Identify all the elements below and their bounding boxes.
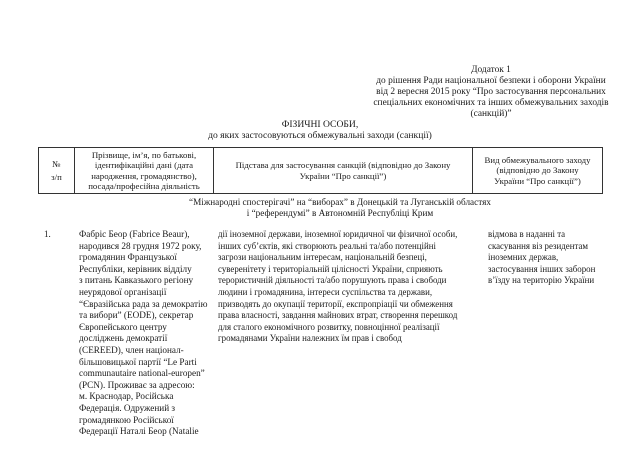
person-line: (CEREED), член націонал- [79,344,184,355]
header-basis [214,148,473,194]
basis-line: інших суб’єктів, які створюють реальні та/або потенційні [218,240,436,251]
basis-line: людини і громадянина, інтереси суспільства та держави, [218,286,433,297]
header-text: України “Про санкції”) [494,175,581,186]
person-line: Федерації Наталі Беор (Natalie [79,426,199,437]
basis-line: терористичній діяльності та/або порушують права і свободи [218,275,447,286]
annex-line: від 2 вересня 2015 року “Про застосування персональних [376,87,606,97]
entry-basis [218,229,488,345]
basis-line: дії іноземної держави, іноземної юридичної чи фізичної особи, [218,229,458,239]
person-line: громадянин Французької [79,252,177,263]
document-title [150,119,490,141]
title-subheading: до яких застосовуються обмежувальні заходи (санкції) [208,130,432,141]
basis-line: призводять до окупації території, експропріації чи обмеження [218,298,453,309]
header-text: посада/професійна діяльність [88,180,200,191]
person-line: громадянкою Російської [79,414,174,425]
header-text: Прізвище, ім’я, по батькові, [91,149,197,160]
header-text: (відповідно до Закону [496,165,579,176]
header-text: Підстава для застосування санкцій (відповідно до Закону [235,160,451,171]
measure-line: скасування віз резидентам [488,240,588,251]
person-line: досліджень демократії [79,333,168,344]
measure-line: відмова в наданні та [488,229,566,239]
person-line: Республіки, керівник відділу [79,263,192,274]
entry-measure [488,229,638,287]
person-line: та вибори” (EODE), секретар [79,310,194,321]
header-text: Вид обмежувального заходу [484,154,591,165]
section-heading [150,197,530,219]
header-text: ідентифікаційні дані (дата [94,160,194,171]
annex-line: спеціальних економічних та інших обмежувальних заходів [373,98,609,108]
measure-line: застосування інших заборон [488,263,596,274]
basis-line: права власності, завдання майнових втрат, створення перешкод [218,310,458,321]
person-line: м. Краснодар, Російська [79,391,174,402]
annex-line: (санкцій)” [470,109,512,119]
person-line: неурядової організації [79,286,167,297]
person-line: Федерація. Одружений з [79,402,176,413]
header-text: з/п [51,172,62,182]
person-line: Фабріс Беор (Fabrice Beaur), [79,229,190,239]
basis-line: загрози національним інтересам, національній безпеці, [218,252,427,263]
title-heading: ФІЗИЧНІ ОСОБИ, [281,119,359,130]
annex-line: Додаток 1 [471,65,511,75]
person-line: (PCN). Проживає за адресою: [79,379,195,390]
person-line: Європейського центру [79,321,167,332]
basis-line: суверенітету і територіальній цілісності України, сприяють [218,263,443,274]
person-line: “Євразійська рада за демократію [79,298,208,309]
section-line: і “референдумі” в Автономній Республіці Крим [246,208,434,218]
measure-line: в’їзду на територію України [488,275,595,286]
header-text: народження, громадянство), [91,170,197,181]
person-line: communautaire national-europen” [79,368,205,379]
person-line: більшовицької партії “Le Parti [79,356,197,367]
table-header [38,147,603,194]
person-line: з питань Кавказького регіону [79,275,194,286]
header-number [39,148,75,194]
header-text: України “Про санкції”) [299,170,387,181]
basis-line: громадянами України належних їм прав і свобод [218,333,402,344]
header-text: № [52,158,61,169]
measure-line: іноземних держав, [488,252,559,263]
entry-person [79,229,219,438]
header-measure [473,148,603,194]
header-person [75,148,214,194]
annex-line: до рішення Ради національної безпеки і оборони України [376,76,606,86]
section-line: “Міжнародні спостерігачі” на “виборах” в Донецькій та Луганській областях [189,197,491,207]
basis-line: для сталого економічного розвитку, повноцінної реалізації [218,321,440,332]
annex-reference [346,65,636,120]
person-line: народився 28 грудня 1972 року, [79,240,202,251]
entry-number: 1. [44,229,51,239]
